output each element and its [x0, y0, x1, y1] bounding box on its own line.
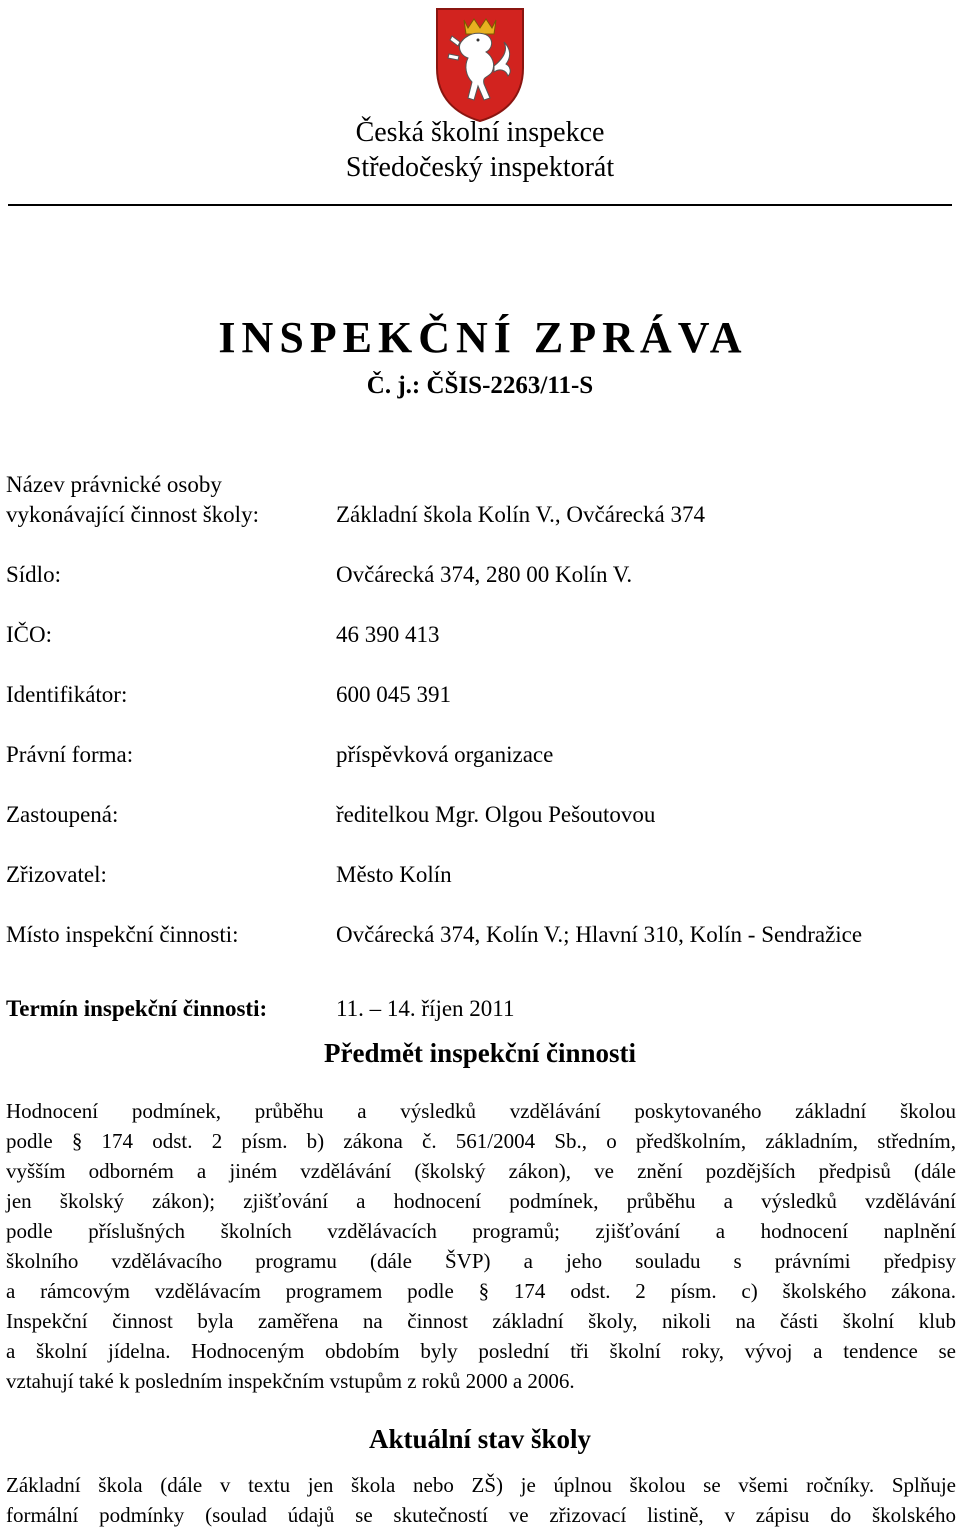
name-label-line1: Název právnické osoby [6, 472, 222, 497]
represented-value: ředitelkou Mgr. Olgou Pešoutovou [336, 802, 656, 827]
ico-label: IČO: [6, 622, 52, 647]
report-title: INSPEKČNÍ ZPRÁVA [218, 313, 748, 362]
paragraph-line: Inspekční činnost byla zaměřena na činnost základní školy, nikoli na části školní klub [6, 1309, 956, 1333]
paragraph-line: vyšším odborném a jiném vzdělávání (školský zákon), ve znění pozdějších předpisů (dále [6, 1159, 956, 1183]
ico-value: 46 390 413 [336, 622, 440, 647]
reference-number: Č. j.: ČŠIS-2263/11-S [366, 372, 594, 399]
inspection-place-value: Ovčárecká 374, Kolín V.; Hlavní 310, Kolín - Sendražice [336, 922, 863, 947]
seat-label: Sídlo: [6, 562, 61, 587]
identifier-label: Identifikátor: [6, 682, 128, 707]
paragraph-line: Hodnocení podmínek, průběhu a výsledků vzdělávání poskytovaného základní školou [6, 1099, 956, 1123]
inspection-term-label: Termín inspekční činnosti: [6, 996, 268, 1021]
paragraph-line: školního vzdělávacího programu (dále ŠVP) a jeho souladu s právními předpisy [6, 1249, 956, 1273]
represented-label: Zastoupená: [6, 802, 119, 827]
legal-form-label: Právní forma: [6, 742, 134, 767]
paragraph-line: vztahují také k posledním inspekčním vstupům z roků 2000 a 2006. [6, 1369, 575, 1393]
legal-form-value: příspěvková organizace [336, 742, 554, 767]
coat-of-arms-emblem [434, 6, 526, 124]
founder-value: Město Kolín [336, 862, 452, 887]
subject-heading: Předmět inspekční činnosti [323, 1038, 636, 1068]
lion-eye-icon [477, 39, 480, 42]
inspectorate-name: Středočeský inspektorát [345, 152, 615, 183]
name-value: Základní škola Kolín V., Ovčárecká 374 [336, 502, 705, 527]
organization-name: Česká školní inspekce [355, 117, 605, 148]
subject-paragraph [6, 1096, 956, 1396]
paragraph-line: Základní škola (dále v textu jen škola nebo ZŠ) je úplnou školou se všemi ročníky. Splňuje [6, 1473, 956, 1497]
status-paragraph [6, 1470, 956, 1530]
paragraph-line: a školní jídelna. Hodnoceným obdobím byly poslední tři školní roky, vývoj a tendence se [6, 1339, 956, 1363]
status-heading: Aktuální stav školy [368, 1424, 592, 1454]
inspection-place-label: Místo inspekční činnosti: [6, 922, 239, 947]
paragraph-line: formální podmínky (soulad údajů se skutečností ve zřizovací listině, v zápisu do školského [6, 1503, 956, 1527]
paragraph-line: jen školský zákon); zjišťování a hodnocení podmínek, průběhu a výsledků vzdělávání [6, 1189, 956, 1213]
paragraph-line: podle příslušných školních vzdělávacích programů; zjišťování a hodnocení naplnění [6, 1219, 956, 1243]
paragraph-line: a rámcovým vzdělávacím programem podle § 174 odst. 2 písm. c) školského zákona. [6, 1279, 956, 1303]
seat-value: Ovčárecká 374, 280 00 Kolín V. [336, 562, 633, 587]
inspection-term-value: 11. – 14. říjen 2011 [336, 996, 515, 1021]
header-divider [8, 204, 952, 206]
founder-label: Zřizovatel: [6, 862, 107, 887]
name-label-line2: vykonávající činnost školy: [6, 502, 259, 527]
paragraph-line: podle § 174 odst. 2 písm. b) zákona č. 561/2004 Sb., o předškolním, základním, středním, [6, 1129, 956, 1153]
identifier-value: 600 045 391 [336, 682, 451, 707]
